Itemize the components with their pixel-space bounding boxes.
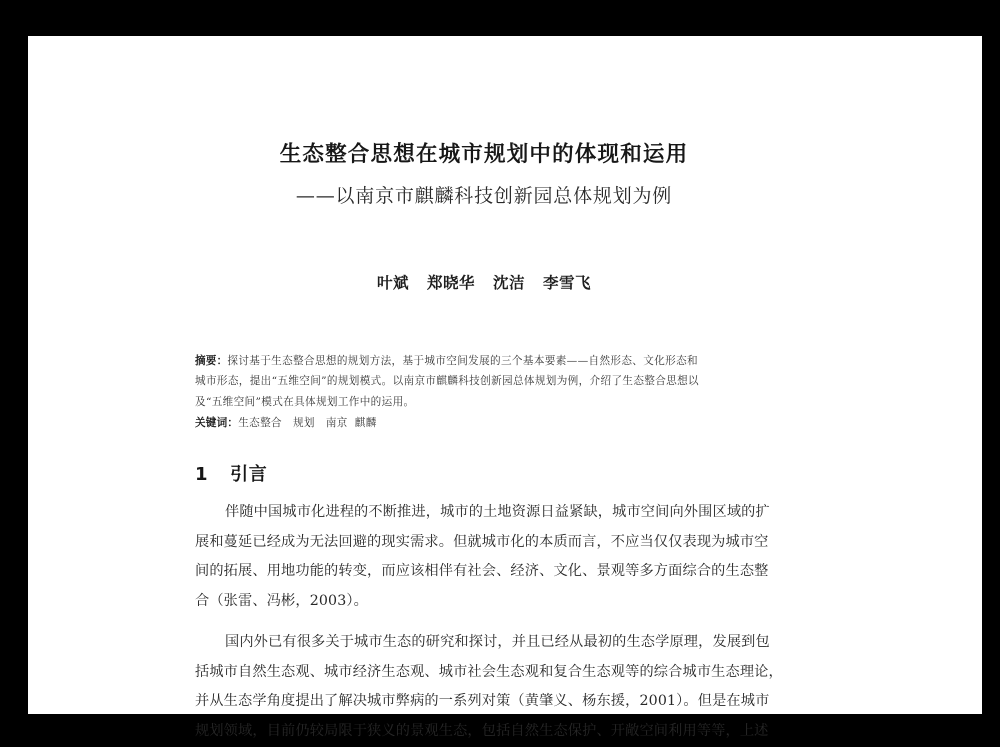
keyword-item: 南京 (325, 417, 348, 430)
page-subtitle: ——以南京市麒麟科技创新园总体规划为例 (295, 184, 673, 207)
paragraph-line: 间的拓展、用地功能的转变，而应该相伴有社会、经济、文化、景观等多方面综合的生态整 (195, 563, 769, 580)
section-title: 引言 (230, 463, 268, 485)
abstract-line: 城市形态，提出“五维空间”的规划模式。以南京市麒麟科技创新园总体规划为例，介绍了生态整合思想以 (195, 375, 699, 388)
abstract-section (195, 351, 773, 434)
author-name: 沈洁 (493, 272, 526, 292)
paragraph-line: 展和蔓延已经成为无法回避的现实需求。但就城市化的本质而言，不应当仅仅表现为城市空 (195, 533, 769, 550)
paragraph-line: 括城市自然生态观、城市经济生态观、城市社会生态观和复合生态观等的综合城市生态理论， (195, 663, 783, 680)
author-name: 郑晓华 (426, 272, 475, 292)
abstract-line: 及“五维空间”模式在具体规划工作中的运用。 (195, 395, 415, 408)
author-list (195, 209, 773, 293)
keywords-line (195, 413, 773, 434)
keyword-item: 规划 (292, 417, 315, 430)
section-number: 1 (195, 463, 209, 485)
page-title: 生态整合思想在城市规划中的体现和运用 (279, 142, 689, 167)
section-heading-1 (195, 460, 773, 486)
paragraph-line: 规划领域，目前仍较局限于狭义的景观生态，包括自然生态保护、开敞空间利用等等，上述 (195, 723, 769, 740)
paragraph-line: 伴随中国城市化进程的不断推进，城市的土地资源日益紧缺，城市空间向外围区域的扩 (225, 503, 770, 520)
paragraph-line: 并从生态学角度提出了解决城市弊病的一系列对策（黄肇义、杨东援，2001）。但是在城市 (195, 693, 770, 710)
paragraph (195, 628, 783, 746)
abstract-label: 摘要： (195, 354, 228, 367)
abstract-text: 探讨基于生态整合思想的规划方法，基于城市空间发展的三个基本要素——自然形态、文化形态和 (227, 354, 698, 367)
paragraph-line: 国内外已有很多关于城市生态的研究和探讨，并且已经从最初的生态学原理，发展到包 (225, 634, 770, 651)
keyword-item: 生态整合 (238, 417, 282, 430)
keywords-label: 关键词： (195, 417, 239, 430)
paragraph (195, 498, 773, 616)
scanned-page (28, 36, 982, 740)
paragraph-line: 合（张雷、冯彬，2003）。 (195, 592, 368, 609)
abstract-line (195, 351, 773, 372)
keyword-item: 麒麟 (354, 417, 377, 430)
page-content (195, 36, 783, 747)
author-name: 叶斌 (376, 272, 409, 292)
author-name: 李雪飞 (543, 272, 592, 292)
